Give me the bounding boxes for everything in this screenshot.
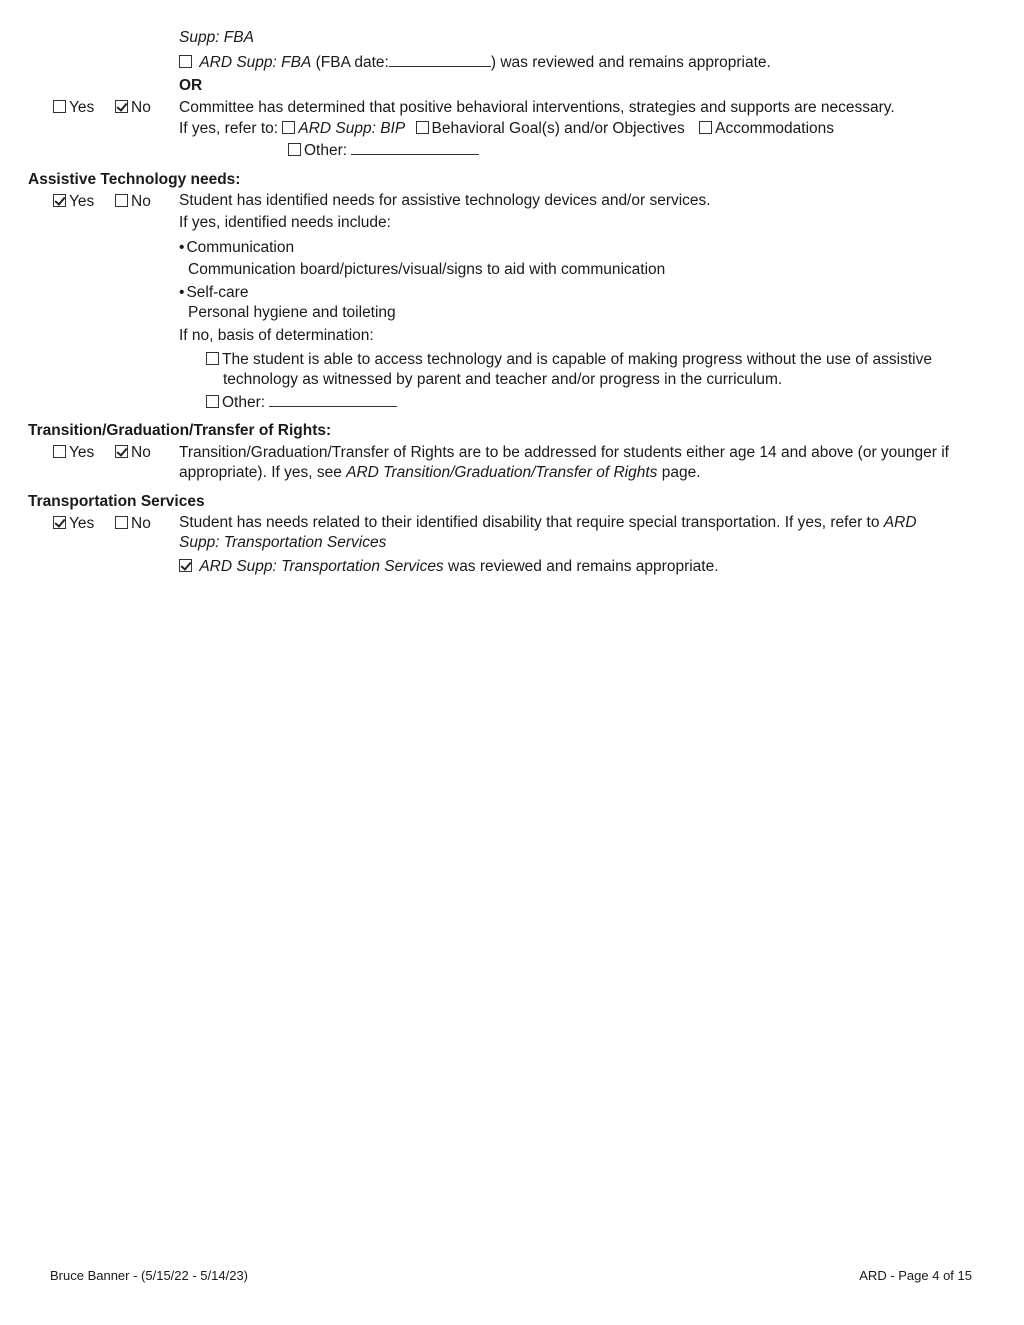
behavior-statement: Committee has determined that positive behavioral interventions, strategies and supports are necessary. <box>179 99 895 116</box>
or-label: OR <box>179 77 203 94</box>
transition-line1: Transition/Graduation/Transfer of Rights are to be addressed for students either age 14 and above (or younger if <box>179 444 949 461</box>
transition-yes-checkbox[interactable] <box>53 445 66 458</box>
at-need-title: Self-care <box>186 284 249 301</box>
at-need-detail: Communication board/pictures/visual/signs to aid with communication <box>188 261 666 278</box>
transition-line2 <box>179 464 701 482</box>
fba-review-checkbox[interactable] <box>179 55 192 68</box>
at-other-row <box>206 394 397 412</box>
at-other-field[interactable] <box>269 394 397 407</box>
fba-review-suffix: ) was reviewed and remains appropriate. <box>490 54 771 71</box>
transition-no-option[interactable] <box>115 444 151 462</box>
bip-checkbox[interactable] <box>282 121 295 134</box>
accommodations-checkbox[interactable] <box>699 121 712 134</box>
at-yes-checkbox[interactable] <box>53 194 66 207</box>
behavior-no-option[interactable] <box>115 99 151 117</box>
at-basis-line2: technology as witnessed by parent and teacher and/or progress in the curriculum. <box>223 371 783 388</box>
at-other-checkbox[interactable] <box>206 395 219 408</box>
at-basis-checkbox[interactable] <box>206 352 219 365</box>
at-need-detail: Personal hygiene and toileting <box>188 304 396 321</box>
transition-yes-option[interactable] <box>53 444 94 462</box>
transport-line1-link: ARD <box>883 514 917 531</box>
transport-line1-text: Student has needs related to their identified disability that require special transportation. If yes, refer to <box>179 514 884 531</box>
transition-page-link: ARD Transition/Graduation/Transfer of Rights <box>346 464 658 481</box>
at-other-label: Other: <box>222 394 266 411</box>
transition-line2-suffix: page. <box>657 464 701 481</box>
footer-page-info: ARD - Page 4 of 15 <box>859 1268 972 1283</box>
transition-yes-label: Yes <box>69 444 95 461</box>
behavior-no-label: No <box>131 99 151 116</box>
at-need-title: Communication <box>186 239 295 256</box>
transportation-heading: Transportation Services <box>28 493 205 510</box>
refer-label: If yes, refer to: <box>179 120 279 137</box>
at-statement: Student has identified needs for assistive technology devices and/or services. <box>179 192 711 209</box>
fba-link: ARD Supp: FBA <box>199 54 312 71</box>
at-basis-line1: The student is able to access technology and is capable of making progress without the use of assistive <box>222 351 932 368</box>
transport-review-row <box>179 558 719 576</box>
at-need-item: • Communication <box>179 239 295 256</box>
behavior-other-label: Other: <box>304 142 348 159</box>
transport-yes-option[interactable] <box>53 515 94 533</box>
behavior-yes-option[interactable] <box>53 99 94 117</box>
behavioral-goals-label: Behavioral Goal(s) and/or Objectives <box>431 120 685 137</box>
behavioral-goals-checkbox[interactable] <box>416 121 429 134</box>
supp-fba-heading: Supp: FBA <box>179 29 254 46</box>
at-no-basis-label: If no, basis of determination: <box>179 327 374 344</box>
at-yes-option[interactable] <box>53 193 94 211</box>
fba-date-label: (FBA date: <box>315 54 389 71</box>
transport-yes-label: Yes <box>69 515 95 532</box>
transition-no-label: No <box>131 444 151 461</box>
behavior-no-checkbox[interactable] <box>115 100 128 113</box>
behavior-yes-checkbox[interactable] <box>53 100 66 113</box>
transition-heading: Transition/Graduation/Transfer of Rights: <box>28 422 332 439</box>
transport-no-checkbox[interactable] <box>115 516 128 529</box>
at-yes-label: Yes <box>69 193 95 210</box>
footer-student: Bruce Banner - (5/15/22 - 5/14/23) <box>50 1268 249 1283</box>
assistive-tech-heading: Assistive Technology needs: <box>28 171 241 188</box>
bip-label: ARD Supp: BIP <box>298 120 406 137</box>
transition-no-checkbox[interactable] <box>115 445 128 458</box>
at-no-checkbox[interactable] <box>115 194 128 207</box>
behavior-yes-label: Yes <box>69 99 95 116</box>
transport-review-suffix: was reviewed and remains appropriate. <box>443 558 719 575</box>
behavior-other-field[interactable] <box>351 142 479 155</box>
transport-line2: Supp: Transportation Services <box>179 534 387 551</box>
behavior-other-checkbox[interactable] <box>288 143 301 156</box>
transport-review-checkbox[interactable] <box>179 559 192 572</box>
transport-no-label: No <box>131 515 151 532</box>
at-no-label: No <box>131 193 151 210</box>
behavior-other-row <box>288 142 479 160</box>
accommodations-label: Accommodations <box>715 120 835 137</box>
fba-review-row <box>179 54 771 72</box>
behavior-refer-row <box>179 120 834 138</box>
fba-date-field[interactable] <box>389 54 491 67</box>
transport-yes-checkbox[interactable] <box>53 516 66 529</box>
transport-no-option[interactable] <box>115 515 151 533</box>
at-basis-option <box>206 351 932 369</box>
at-need-item: • Self-care <box>179 284 249 301</box>
transport-line1 <box>179 514 917 532</box>
at-no-option[interactable] <box>115 193 151 211</box>
at-needs-intro: If yes, identified needs include: <box>179 214 391 231</box>
transport-review-link: ARD Supp: Transportation Services <box>199 558 444 575</box>
transition-line2-prefix: appropriate). If yes, see <box>179 464 347 481</box>
